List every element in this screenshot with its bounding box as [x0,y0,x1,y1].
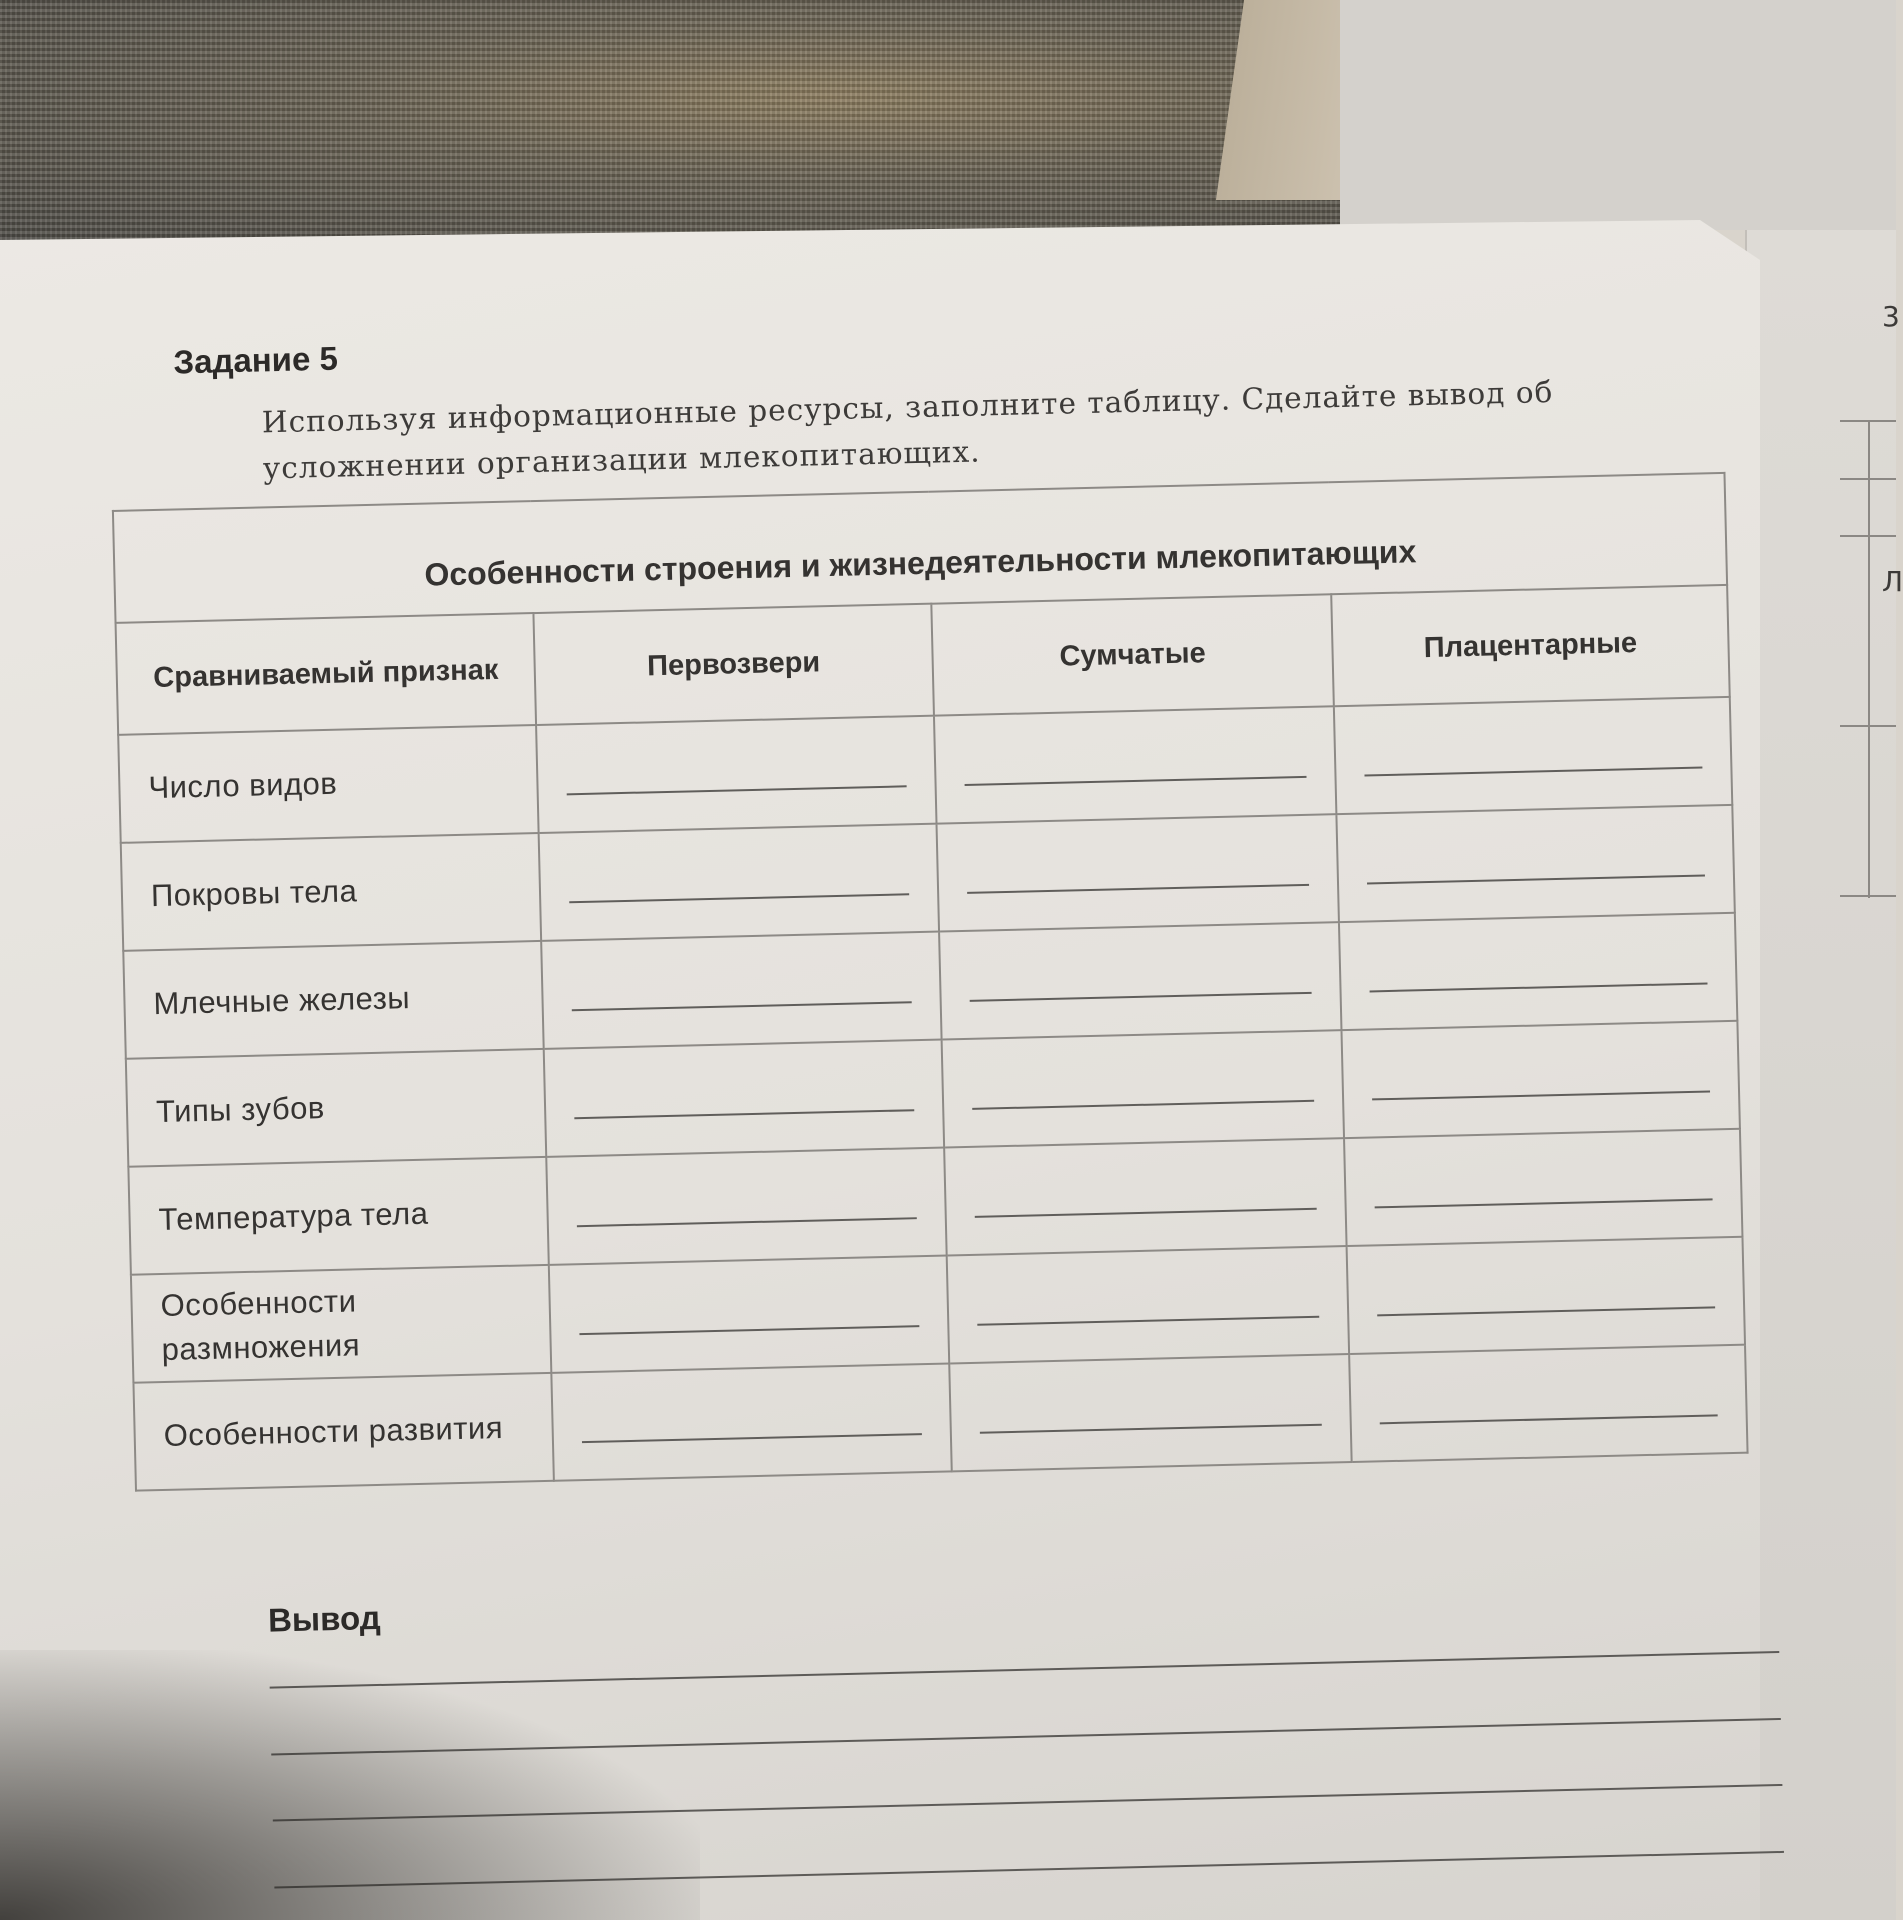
answer-line [572,1001,912,1011]
adjacent-page-glyph: Л [1882,565,1903,598]
white-cloth-background [1340,0,1896,230]
answer-line [1367,875,1705,885]
answer-cell[interactable] [1344,1129,1742,1246]
answer-cell[interactable] [541,932,941,1049]
answer-line [574,1109,914,1119]
answer-cell[interactable] [937,814,1339,931]
answer-cell[interactable] [1349,1345,1747,1462]
row-label: Типы зубов [126,1049,546,1167]
photo-shadow [0,1650,700,1920]
answer-line [582,1433,922,1443]
row-label: Покровы тела [121,833,541,951]
answer-line [972,1100,1314,1110]
answer-cell[interactable] [546,1148,946,1265]
answer-line [1364,767,1702,777]
answer-cell[interactable] [1341,1021,1739,1138]
task-instruction-line: усложнении организации млекопитающих. [262,434,981,486]
task-content [108,305,1828,1644]
answer-line [1377,1306,1715,1316]
answer-cell[interactable] [944,1138,1346,1255]
answer-cell[interactable] [549,1255,949,1372]
answer-line [1370,982,1708,992]
task-instruction [261,363,1823,492]
answer-line [975,1208,1317,1218]
answer-line [977,1316,1319,1326]
adjacent-page-border [1868,420,1870,898]
answer-cell[interactable] [947,1246,1349,1363]
row-label: Число видов [118,725,538,843]
answer-cell[interactable] [949,1354,1351,1471]
table-caption: Особенности строения и жизнедеятельности млекопитающих [113,473,1727,623]
row-label: Особенности развития [133,1373,553,1491]
task-instruction-line: Используя информационные ресурсы, заполните таблицу. Сделайте вывод об [261,374,1554,440]
conclusion-title: Вывод [267,1598,382,1639]
fabric-background [0,0,1380,240]
answer-cell[interactable] [1347,1237,1745,1354]
answer-line [569,893,909,903]
answer-cell[interactable] [934,706,1336,823]
answer-line [577,1217,917,1227]
adjacent-page-glyph: 3 [1882,300,1900,333]
answer-line [980,1424,1322,1434]
answer-cell[interactable] [942,1030,1344,1147]
answer-cell[interactable] [1336,805,1734,922]
answer-cell[interactable] [1334,697,1732,814]
answer-line [567,785,907,795]
answer-line [1372,1090,1710,1100]
header-feature: Сравниваемый признак [116,613,537,735]
answer-line [1375,1198,1713,1208]
row-label: Температура тела [128,1157,548,1275]
answer-cell[interactable] [536,716,936,833]
answer-cell[interactable] [539,824,939,941]
row-label: Особенности размножения [131,1265,551,1383]
answer-line [1380,1414,1718,1424]
header-marsupials: Сумчатые [931,594,1334,715]
task-title: Задание 5 [172,339,339,381]
answer-cell[interactable] [939,922,1341,1039]
answer-line [967,884,1309,894]
answer-line [965,776,1307,786]
row-label: Млечные железы [123,941,543,1059]
answer-cell[interactable] [1339,913,1737,1030]
answer-line [579,1325,919,1335]
answer-line [970,992,1312,1002]
answer-cell[interactable] [551,1363,951,1480]
answer-cell[interactable] [544,1040,944,1157]
header-monotremes: Первозвери [533,604,934,725]
header-placentals: Плацентарные [1331,585,1730,706]
comparison-table [112,472,1749,1492]
